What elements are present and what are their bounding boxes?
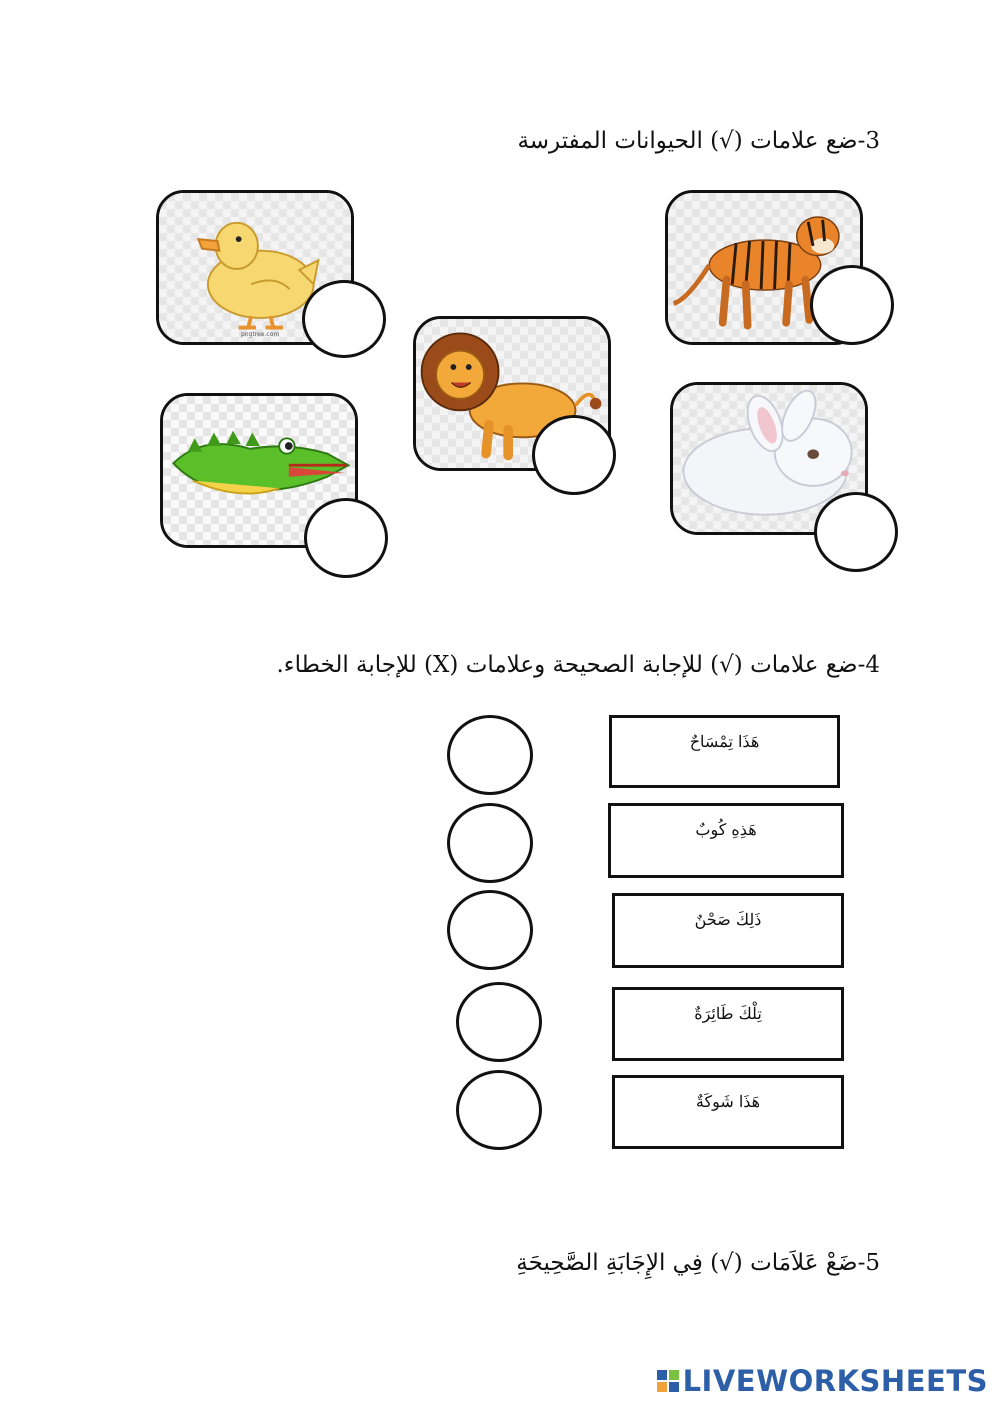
statement-box-1: هَذَا تِمْسَاحٌ bbox=[609, 715, 840, 788]
answer-circle-4[interactable] bbox=[456, 982, 542, 1062]
statement-box-4: تِلْكَ طَائِرَةٌ bbox=[612, 987, 844, 1061]
liveworksheets-logo bbox=[657, 1364, 988, 1398]
crocodile-answer-circle[interactable] bbox=[304, 498, 388, 578]
answer-circle-1[interactable] bbox=[447, 715, 533, 795]
duck-caption: pngtree.com bbox=[241, 331, 280, 338]
duck-answer-circle[interactable] bbox=[302, 280, 386, 358]
answer-circle-5[interactable] bbox=[456, 1070, 542, 1150]
tiger-answer-circle[interactable] bbox=[810, 265, 894, 345]
statement-box-2: هَذِهِ كُوبٌ bbox=[608, 803, 844, 878]
q4-title: 4-ضع علامات (√) للإجابة الصحيحة وعلامات (X) للإجابة الخطاء. bbox=[276, 652, 880, 678]
statement-box-3: ذَلِكَ صَحْنٌ bbox=[612, 893, 844, 968]
logo-grid-icon bbox=[657, 1370, 679, 1392]
q5-title: 5-ضَعْ عَلاَمَات (√) فِي الإِجَابَةِ الصَّحِيحَةِ bbox=[516, 1250, 880, 1276]
statement-box-5: هَذَا شَوكَةٌ bbox=[612, 1075, 844, 1149]
rabbit-answer-circle[interactable] bbox=[814, 492, 898, 572]
answer-circle-3[interactable] bbox=[447, 890, 533, 970]
lion-answer-circle[interactable] bbox=[532, 415, 616, 495]
logo-text: LIVEWORKSHEETS bbox=[682, 1364, 988, 1398]
q3-title: 3-ضع علامات (√) الحيوانات المفترسة bbox=[517, 128, 880, 154]
answer-circle-2[interactable] bbox=[447, 803, 533, 883]
